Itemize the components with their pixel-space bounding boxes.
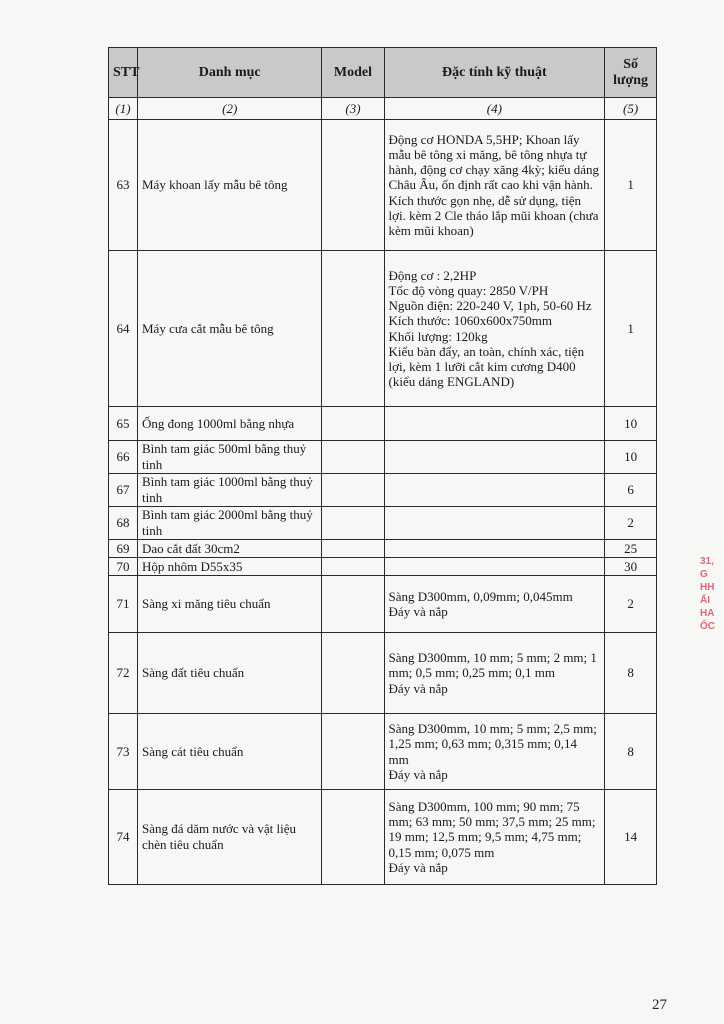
row-specs [384, 576, 605, 633]
stamp-text: 31, [700, 556, 714, 567]
table-body [109, 120, 657, 885]
stamp-text: HA [700, 608, 715, 619]
row-quantity: 25 [605, 540, 657, 558]
row-quantity: 14 [605, 790, 657, 885]
spec-line: Tốc độ vòng quay: 2850 V/PH [388, 282, 549, 298]
index-quantity: (5) [605, 98, 657, 120]
header-quantity: Số lượng [605, 48, 657, 98]
table-row [109, 474, 657, 507]
row-category: Sàng xi măng tiêu chuẩn [138, 576, 322, 633]
row-model [322, 251, 384, 407]
table-row [109, 576, 657, 633]
table-row [109, 407, 657, 441]
table-row [109, 633, 657, 714]
header-stt: STT [109, 48, 138, 98]
spec-line: Đáy và nắp [388, 604, 448, 619]
index-stt: (1) [109, 98, 138, 120]
row-model [322, 507, 384, 540]
row-category: Hộp nhôm D55x35 [138, 558, 322, 576]
row-quantity: 10 [605, 441, 657, 474]
spec-line: Động cơ : 2,2HP [388, 267, 477, 283]
spec-line: Kiểu bàn đẩy, an toàn, chính xác, tiện lợi, kèm 1 lưỡi cắt kim cương D400 (kiểu dáng ENGLAND) [388, 343, 585, 390]
row-stt: 72 [109, 633, 138, 714]
row-model [322, 558, 384, 576]
row-stt: 69 [109, 540, 138, 558]
row-quantity: 8 [605, 714, 657, 790]
table-row [109, 790, 657, 885]
page-number: 27 [652, 997, 667, 1013]
row-stt: 65 [109, 407, 138, 441]
row-specs [384, 407, 605, 441]
row-stt: 68 [109, 507, 138, 540]
row-category: Sàng cát tiêu chuẩn [138, 714, 322, 790]
stamp-text: G [700, 569, 708, 580]
row-quantity: 1 [605, 120, 657, 251]
row-stt: 63 [109, 120, 138, 251]
header-category: Danh mục [138, 48, 322, 98]
spec-line: Động cơ HONDA 5,5HP; Khoan lấy mẫu bê tông xi măng, bê tông nhựa tự hành, động cơ chạy xăng 4kỳ; kiểu dáng Châu Âu, ổn định rất cao khi vận hành. Kích thước gọn nhẹ, dễ sử dụng, tiện lợi. kèm 2 Cle tháo lắp mũi khoan (chưa kèm mũi khoan) [388, 131, 600, 238]
row-model [322, 474, 384, 507]
spec-line: Đáy và nắp [388, 766, 448, 782]
row-stt: 67 [109, 474, 138, 507]
row-category: Bình tam giác 1000ml bằng thuỷ tinh [138, 474, 322, 507]
spec-line: Sàng D300mm, 0,09mm; 0,045mm [388, 588, 573, 604]
row-category: Sàng đất tiêu chuẩn [138, 633, 322, 714]
row-stt: 66 [109, 441, 138, 474]
row-model [322, 441, 384, 474]
row-stt: 74 [109, 790, 138, 885]
column-index-row [109, 98, 657, 120]
row-specs [384, 633, 605, 714]
header-model: Model [322, 48, 384, 98]
row-stt: 64 [109, 251, 138, 407]
table-row [109, 714, 657, 790]
row-quantity: 6 [605, 474, 657, 507]
row-specs [384, 251, 605, 407]
row-category: Sàng đá dăm nước và vật liệu chèn tiêu chuẩn [138, 790, 322, 885]
row-specs [384, 540, 605, 558]
row-model [322, 790, 384, 885]
row-specs [384, 790, 605, 885]
row-specs [384, 558, 605, 576]
index-model: (3) [322, 98, 384, 120]
row-model [322, 633, 384, 714]
row-specs [384, 474, 605, 507]
table-row [109, 507, 657, 540]
red-stamp-fragment [700, 555, 724, 695]
row-specs [384, 507, 605, 540]
row-stt: 70 [109, 558, 138, 576]
row-quantity: 2 [605, 507, 657, 540]
row-category: Dao cắt đất 30cm2 [138, 540, 322, 558]
spec-line: Sàng D300mm, 10 mm; 5 mm; 2,5 mm; 1,25 mm; 0,63 mm; 0,315 mm; 0,14 mm [388, 721, 597, 767]
table-row [109, 251, 657, 407]
row-model [322, 407, 384, 441]
spec-line: Đáy và nắp [388, 859, 448, 875]
table-row [109, 540, 657, 558]
row-category: Bình tam giác 500ml bằng thuỷ tinh [138, 441, 322, 474]
spec-line: Nguồn điện: 220-240 V, 1ph, 50-60 Hz [388, 298, 592, 314]
row-model [322, 120, 384, 251]
stamp-text: ẤI [700, 595, 710, 606]
spec-line: Kích thước: 1060x600x750mm [388, 313, 552, 329]
stamp-text: ỐC [700, 621, 715, 632]
row-specs [384, 441, 605, 474]
row-quantity: 8 [605, 633, 657, 714]
row-category: Bình tam giác 2000ml bằng thuỷ tinh [138, 507, 322, 540]
equipment-spec-table [108, 47, 657, 885]
row-model [322, 576, 384, 633]
spec-line: Khối lượng: 120kg [388, 328, 488, 344]
header-row [109, 48, 657, 98]
row-quantity: 2 [605, 576, 657, 633]
row-specs [384, 120, 605, 251]
row-quantity: 30 [605, 558, 657, 576]
spec-line: Đáy và nắp [388, 680, 448, 696]
row-stt: 71 [109, 576, 138, 633]
row-category: Ống đong 1000ml bằng nhựa [138, 407, 322, 441]
row-stt: 73 [109, 714, 138, 790]
table-row [109, 120, 657, 251]
row-model [322, 540, 384, 558]
index-category: (2) [138, 98, 322, 120]
row-quantity: 1 [605, 251, 657, 407]
row-specs [384, 714, 605, 790]
row-category: Máy khoan lấy mẫu bê tông [138, 120, 322, 251]
header-specs: Đặc tính kỹ thuật [384, 48, 605, 98]
row-category: Máy cưa cắt mẫu bê tông [138, 251, 322, 407]
table-row [109, 558, 657, 576]
table-row [109, 441, 657, 474]
row-model [322, 714, 384, 790]
index-specs: (4) [384, 98, 605, 120]
spec-line: Sàng D300mm, 10 mm; 5 mm; 2 mm; 1 mm; 0,5 mm; 0,25 mm; 0,1 mm [388, 650, 597, 681]
spec-line: Sàng D300mm, 100 mm; 90 mm; 75 mm; 63 mm; 50 mm; 37,5 mm; 25 mm; 19 mm; 12,5 mm; 9,5 mm; 4,75 mm; 0,15 mm; 0,075 mm [388, 798, 596, 860]
row-quantity: 10 [605, 407, 657, 441]
stamp-text: HH [700, 582, 715, 593]
